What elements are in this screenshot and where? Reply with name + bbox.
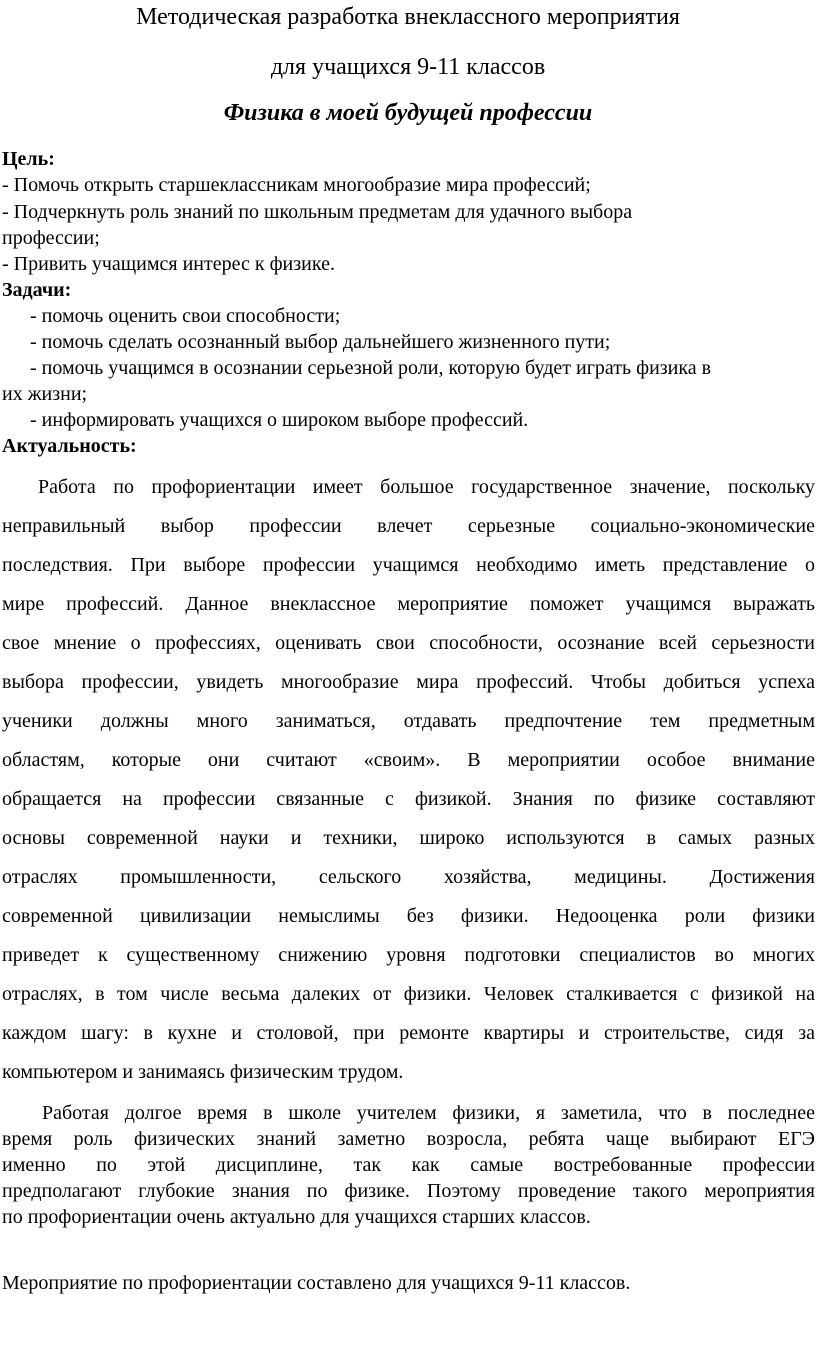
paragraph-1-line: приведет к существенному снижению уровня подготовки специалистов во многих	[2, 944, 815, 966]
paragraph-1-line: мире профессий. Данное внеклассное мероприятие поможет учащимся выражать	[2, 593, 815, 615]
task-item: - помочь оценить свои способности;	[30, 305, 341, 327]
paragraph-2-line: Работая долгое время в школе учителем физики, я заметила, что в последнее	[42, 1102, 815, 1124]
paragraph-1-line: неправильный выбор профессии влечет серьезные социально-экономические	[2, 515, 815, 537]
task-item: - помочь учащимся в осознании серьезной роли, которую будет играть физика в	[30, 357, 712, 379]
paragraph-1-line: компьютером и занимаясь физическим трудом.	[2, 1061, 404, 1083]
goal-item: профессии;	[2, 227, 100, 249]
tasks-heading: Задачи:	[2, 279, 72, 301]
paragraph-1-line: ученики должны много заниматься, отдавать предпочтение тем предметным	[2, 710, 815, 732]
relevance-heading: Актуальность:	[2, 435, 137, 457]
goal-item: - Подчеркнуть роль знаний по школьным предметам для удачного выбора	[2, 201, 633, 223]
paragraph-1-line: отраслях промышленности, сельского хозяйства, медицины. Достижения	[2, 866, 815, 888]
goal-item: - Привить учащимся интерес к физике.	[2, 253, 335, 275]
paragraph-1-line: каждом шагу: в кухне и столовой, при ремонте квартиры и строительстве, сидя за	[2, 1022, 815, 1044]
task-item: их жизни;	[2, 383, 88, 405]
paragraph-1-line: отраслях, в том числе весьма далеких от физики. Человек сталкивается с физикой на	[2, 983, 815, 1005]
goal-item: - Помочь открыть старшеклассникам многообразие мира профессий;	[2, 174, 591, 196]
paragraph-1-line: основы современной науки и техники, широко используются в самых разных	[2, 827, 815, 849]
title-line-1: Методическая разработка внеклассного мероприятия	[136, 4, 680, 30]
paragraph-1-line: областям, которые они считают «своим». В мероприятии особое внимание	[2, 749, 815, 771]
task-item: - информировать учащихся о широком выборе профессий.	[30, 409, 529, 431]
paragraph-1-line: последствия. При выборе профессии учащимся необходимо иметь представление о	[2, 554, 815, 576]
task-item: - помочь сделать осознанный выбор дальнейшего жизненного пути;	[30, 331, 611, 353]
event-title: Физика в моей будущей профессии	[223, 100, 593, 126]
paragraph-1-line: выбора профессии, увидеть многообразие мира профессий. Чтобы добиться успеха	[2, 671, 815, 693]
paragraph-2-line: по профориентации очень актуально для учащихся старших классов.	[2, 1206, 591, 1228]
paragraph-1-line: обращается на профессии связанные с физикой. Знания по физике составляют	[2, 788, 815, 810]
title-line-2: для учащихся 9-11 классов	[270, 54, 546, 80]
closing-line: Мероприятие по профориентации составлено для учащихся 9-11 классов.	[2, 1272, 631, 1294]
paragraph-2-line: именно по этой дисциплине, так как самые востребованные профессии	[2, 1154, 815, 1176]
paragraph-2-line: время роль физических знаний заметно возросла, ребята чаще выбирают ЕГЭ	[2, 1128, 815, 1150]
goal-heading: Цель:	[2, 148, 55, 170]
paragraph-1-line: Работа по профориентации имеет большое государственное значение, поскольку	[38, 476, 815, 498]
paragraph-1-line: свое мнение о профессиях, оценивать свои способности, осознание всей серьезности	[2, 632, 815, 654]
paragraph-1-line: современной цивилизации немыслимы без физики. Недооценка роли физики	[2, 905, 815, 927]
paragraph-2-line: предполагают глубокие знания по физике. Поэтому проведение такого мероприятия	[2, 1180, 815, 1202]
